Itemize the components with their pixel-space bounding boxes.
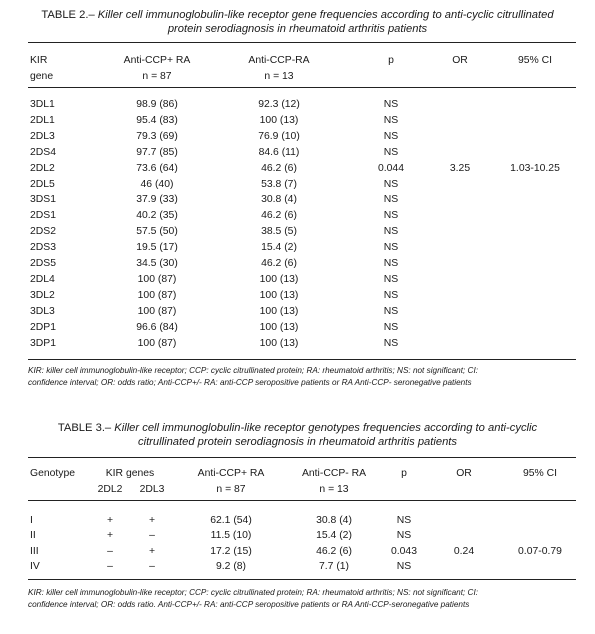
table2-cell-neg: 53.8 (7) bbox=[261, 178, 297, 190]
table2-cell-pos: 95.4 (83) bbox=[136, 114, 178, 126]
table3-cell-p: NS bbox=[396, 561, 412, 573]
table2-cell-pos: 46 (40) bbox=[140, 178, 174, 190]
table2-cell-gene: 2DP1 bbox=[30, 321, 56, 333]
table2-cell-p: NS bbox=[383, 321, 399, 333]
table2-cell-neg: 100 (13) bbox=[259, 114, 299, 126]
table2-cell-pos: 57.5 (50) bbox=[136, 226, 178, 238]
table2-header-rule bbox=[28, 87, 576, 88]
table2-cell-gene: 2DL5 bbox=[30, 178, 55, 190]
table2-cell-neg: 30.8 (4) bbox=[261, 194, 297, 206]
table3-header-2dl3: 2DL3 bbox=[139, 484, 165, 495]
table3-cell-neg: 7.7 (1) bbox=[318, 561, 350, 573]
table3-cell-ci: 0.07-0.79 bbox=[518, 545, 562, 557]
table2-header-or: OR bbox=[452, 55, 468, 66]
table2-cell-p: NS bbox=[383, 146, 399, 158]
table3-cell-or: 0.24 bbox=[453, 545, 475, 557]
table2-cell-neg: 100 (13) bbox=[259, 337, 299, 349]
table3-cell-pos: 11.5 (10) bbox=[210, 530, 252, 542]
table3-cell-pos: 9.2 (8) bbox=[215, 561, 247, 573]
table2-cell-gene: 3DL1 bbox=[30, 99, 55, 110]
table2-cell-gene: 2DS3 bbox=[30, 242, 56, 254]
table2-bottom-rule bbox=[28, 359, 576, 360]
table2-cell-p: NS bbox=[383, 337, 399, 349]
table3-header-pos-n: n = 87 bbox=[216, 484, 246, 495]
table2-cell-neg: 46.2 (6) bbox=[261, 258, 297, 269]
table3-header-genotype: Genotype bbox=[30, 468, 76, 479]
table2-cell-p: NS bbox=[383, 226, 399, 238]
table2-cell-gene: 3DS1 bbox=[30, 194, 56, 206]
table2-cell-p: NS bbox=[383, 289, 399, 301]
table2-cell-or: 3.25 bbox=[449, 162, 471, 174]
table3-cell-genotype: IV bbox=[30, 561, 40, 573]
table3-cell-p: 0.043 bbox=[390, 545, 417, 557]
table2-cell-p: NS bbox=[383, 194, 399, 206]
table3-cell-neg: 30.8 (4) bbox=[316, 515, 352, 526]
table3-cell-neg: 15.4 (2) bbox=[316, 530, 352, 542]
table2-cell-pos: 100 (87) bbox=[137, 289, 177, 301]
table2-cell-neg: 100 (13) bbox=[259, 273, 299, 285]
table2-cell-p: NS bbox=[383, 178, 399, 190]
table3-caption-line2: citrullinated protein serodiagnosis in rheumatoid arthritis patients bbox=[137, 436, 457, 448]
table2-cell-p: 0.044 bbox=[377, 162, 404, 174]
table2-cell-pos: 100 (87) bbox=[137, 337, 177, 349]
table3-caption-label: TABLE 3.– bbox=[57, 422, 112, 434]
table3-cell-2dl2: – bbox=[107, 545, 113, 557]
table3-cell-2dl2: – bbox=[107, 561, 113, 573]
table2-header-gene: gene bbox=[30, 71, 54, 82]
table2-header-p: p bbox=[388, 55, 394, 66]
table2-cell-neg: 100 (13) bbox=[259, 305, 299, 317]
table2-header-kir: KIR bbox=[30, 55, 48, 66]
table3-header-rule bbox=[28, 500, 576, 501]
table2-cell-pos: 98.9 (86) bbox=[136, 99, 178, 110]
table3-cell-neg: 46.2 (6) bbox=[316, 545, 352, 557]
table3-cell-2dl3: + bbox=[148, 515, 156, 526]
table2-caption-line1: Killer cell immunoglobulin-like receptor gene frequencies according to anti-cyclic citrullinated bbox=[97, 9, 554, 21]
table2-cell-gene: 2DL1 bbox=[30, 114, 55, 126]
table2-cell-pos: 37.9 (33) bbox=[136, 194, 178, 206]
table2-cell-pos: 73.6 (64) bbox=[136, 162, 178, 174]
table2-caption-label: TABLE 2.– bbox=[41, 9, 95, 21]
table3-caption bbox=[0, 421, 595, 436]
table2-cell-gene: 2DS2 bbox=[30, 226, 56, 238]
table2-cell-neg: 84.6 (11) bbox=[258, 146, 300, 158]
table2-cell-p: NS bbox=[383, 210, 399, 222]
table2-caption bbox=[0, 8, 595, 23]
table2-cell-gene: 3DL2 bbox=[30, 289, 55, 301]
table2-cell-neg: 100 (13) bbox=[259, 289, 299, 301]
table3-header-neg-n: n = 13 bbox=[319, 484, 349, 495]
table2-cell-ci: 1.03-10.25 bbox=[510, 162, 560, 174]
table3-footnote-1: KIR: killer cell immunoglobulin-like receptor; CCP: cyclic citrullinated protein; RA: rheumatoid arthritis; NS: not significant; CI: bbox=[28, 588, 479, 597]
table2-cell-neg: 46.2 (6) bbox=[261, 210, 297, 222]
table3-cell-pos: 62.1 (54) bbox=[210, 515, 252, 526]
table3-cell-genotype: I bbox=[30, 515, 33, 526]
table2-cell-gene: 2DL4 bbox=[30, 273, 55, 285]
table3-cell-2dl3: – bbox=[149, 530, 155, 542]
table2-caption-line2: protein serodiagnosis in rheumatoid arthritis patients bbox=[167, 23, 428, 35]
table2-cell-neg: 15.4 (2) bbox=[261, 242, 297, 254]
table3-header-kir-genes: KIR genes bbox=[105, 468, 155, 479]
table2-cell-neg: 100 (13) bbox=[259, 321, 299, 333]
table2-cell-pos: 100 (87) bbox=[137, 305, 177, 317]
table2-cell-pos: 40.2 (35) bbox=[136, 210, 178, 222]
table2-cell-neg: 46.2 (6) bbox=[261, 162, 297, 174]
table3-caption-line1: Killer cell immunoglobulin-like receptor genotypes frequencies according to anti-cyclic bbox=[114, 422, 538, 434]
table2-cell-p: NS bbox=[383, 242, 399, 254]
table2-cell-neg: 92.3 (12) bbox=[258, 99, 300, 110]
table2-cell-p: NS bbox=[383, 99, 399, 110]
table2-cell-gene: 2DS5 bbox=[30, 258, 56, 269]
table2-header-pos: Anti-CCP+ RA bbox=[123, 55, 191, 66]
table3-header-neg: Anti-CCP- RA bbox=[301, 468, 367, 479]
table2-cell-p: NS bbox=[383, 130, 399, 142]
table3-cell-p: NS bbox=[396, 515, 412, 526]
table2-footnote-1: KIR: killer cell immunoglobulin-like receptor; CCP: cyclic citrullinated protein; RA: rheumatoid arthritis; NS: not significant; CI: bbox=[28, 366, 479, 375]
table3-cell-2dl3: – bbox=[149, 561, 155, 573]
table2-cell-gene: 2DS1 bbox=[30, 210, 56, 222]
table2-cell-p: NS bbox=[383, 273, 399, 285]
table3-cell-p: NS bbox=[396, 530, 412, 542]
table3-top-rule bbox=[28, 457, 576, 458]
table2-cell-pos: 19.5 (17) bbox=[136, 242, 178, 254]
table2-header-pos-n: n = 87 bbox=[142, 71, 172, 82]
table2-top-rule bbox=[28, 42, 576, 43]
table2-cell-gene: 2DL3 bbox=[30, 130, 55, 142]
table3-header-pos: Anti-CCP+ RA bbox=[197, 468, 265, 479]
table2-cell-gene: 3DL3 bbox=[30, 305, 55, 317]
table3-cell-genotype: III bbox=[30, 545, 39, 557]
table2-cell-neg: 38.5 (5) bbox=[261, 226, 297, 238]
table3-header-ci: 95% CI bbox=[522, 468, 558, 479]
table3-cell-2dl2: + bbox=[106, 515, 114, 526]
table2-cell-gene: 3DP1 bbox=[30, 337, 56, 349]
table2-cell-gene: 2DL2 bbox=[30, 162, 55, 174]
table2-header-ci: 95% CI bbox=[517, 55, 553, 66]
table3-cell-pos: 17.2 (15) bbox=[210, 545, 252, 557]
table2-cell-pos: 97.7 (85) bbox=[136, 146, 178, 158]
table3-cell-genotype: II bbox=[30, 530, 36, 542]
table3-cell-2dl2: + bbox=[106, 530, 114, 542]
table2-cell-gene: 2DS4 bbox=[30, 146, 56, 158]
table2-cell-p: NS bbox=[383, 258, 399, 269]
table2-cell-pos: 100 (87) bbox=[137, 273, 177, 285]
table2-cell-pos: 79.3 (69) bbox=[136, 130, 178, 142]
table2-footnote-2: confidence interval; OR: odds ratio; Anti-CCP+/- RA: anti-CCP seropositive patients or RA Anti-CCP- seronegative patients bbox=[28, 378, 472, 387]
table2-cell-p: NS bbox=[383, 114, 399, 126]
table2-cell-p: NS bbox=[383, 305, 399, 317]
table3-footnote-2: confidence interval; OR: odds ratio. Anti-CCP+/- RA: anti-CCP seropositive patients or RA Anti-CCP-seronegative patients bbox=[28, 600, 470, 609]
table3-header-p: p bbox=[401, 468, 407, 479]
table3-header-or: OR bbox=[456, 468, 472, 479]
table3-bottom-rule bbox=[28, 579, 576, 580]
table2-cell-pos: 34.5 (30) bbox=[136, 258, 178, 269]
table2-header-neg: Anti-CCP-RA bbox=[248, 55, 310, 66]
table3-header-2dl2: 2DL2 bbox=[97, 484, 123, 495]
table2-cell-neg: 76.9 (10) bbox=[258, 130, 300, 142]
table2-header-neg-n: n = 13 bbox=[264, 71, 294, 82]
table2-cell-pos: 96.6 (84) bbox=[136, 321, 178, 333]
table3-cell-2dl3: + bbox=[148, 545, 156, 557]
